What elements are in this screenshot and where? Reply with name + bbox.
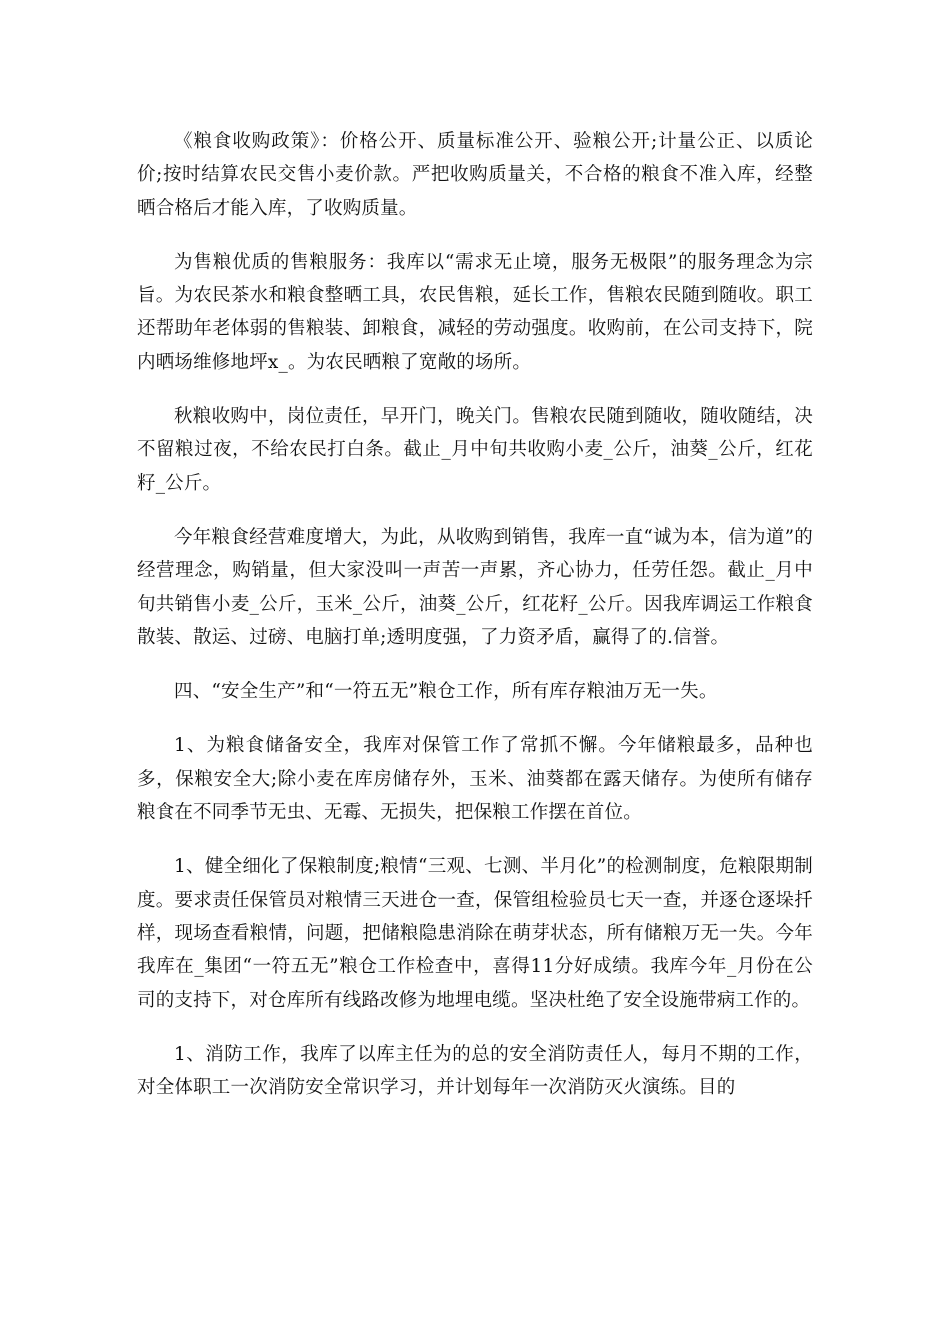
section-heading-safety: 四、“安全生产”和“一符五无”粮仓工作，所有库存粮油万无一失。 [174, 681, 718, 703]
paragraph-fire-safety: 1、消防工作，我库了以库主任为的总的安全消防责任人，每月不期的工作，对全体职工一次消防安全常识学习，并计划每年一次消防灭火演练。目的 [137, 1043, 813, 1099]
paragraph-storage-safety: 1、为粮食储备安全，我库对保管工作了常抓不懈。今年储粮最多，品种也多，保粮安全大;除小麦在库房储存外，玉米、油葵都在露天储存。为使所有储存粮食在不同季节无虫、无霉、无损失，把保粮工作摆在首位。 [137, 735, 813, 824]
paragraph-storage-system: 1、健全细化了保粮制度;粮情“三观、七测、半月化”的检测制度，危粮限期制度。要求责任保管员对粮情三天进仓一查，保管组检验员七天一查，并逐仓逐垛扦样，现场查看粮情，问题，把储粮隐患消除在萌芽状态，所有储粮万无一失。今年我库在_集团“一符五无”粮仓工作检查中，喜得11分好成绩。我库今年_月份在公司的支持下，对仓库所有线路改修为地埋电缆。坚决杜绝了安全设施带病工作的。 [137, 856, 813, 1011]
paragraph-autumn-purchase: 秋粮收购中，岗位责任，早开门，晚关门。售粮农民随到随收，随收随结，决不留粮过夜，不给农民打白条。截止_月中旬共收购小麦_公斤，油葵_公斤，红花籽_公斤。 [137, 406, 813, 494]
paragraph-sales-service: 为售粮优质的售粮服务：我库以“需求无止境，服务无极限”的服务理念为宗旨。为农民茶水和粮食整晒工具，农民售粮，延长工作，售粮农民随到随收。职工还帮助年老体弱的售粮装、卸粮食，减轻的劳动强度。收购前，在公司支持下，院内晒场维修地坪x_。为农民晒粮了宽敞的场所。 [137, 251, 813, 373]
document-body [137, 125, 813, 1125]
paragraph-operations: 今年粮食经营难度增大，为此，从收购到销售，我库一直“诚为本，信为道”的经营理念，购销量，但大家没叫一声苦一声累，齐心协力，任劳任怨。截止_月中旬共销售小麦_公斤，玉米_公斤，油葵_公斤，红花籽_公斤。因我库调运工作粮食散装、散运、过磅、电脑打单;透明度强，了力资矛盾，赢得了的.信誉。 [137, 526, 813, 648]
paragraph-purchase-policy: 《粮食收购政策》：价格公开、质量标准公开、验粮公开;计量公正、以质论价;按时结算农民交售小麦价款。严把收购质量关，不合格的粮食不准入库，经整晒合格后才能入库，了收购质量。 [137, 131, 813, 219]
